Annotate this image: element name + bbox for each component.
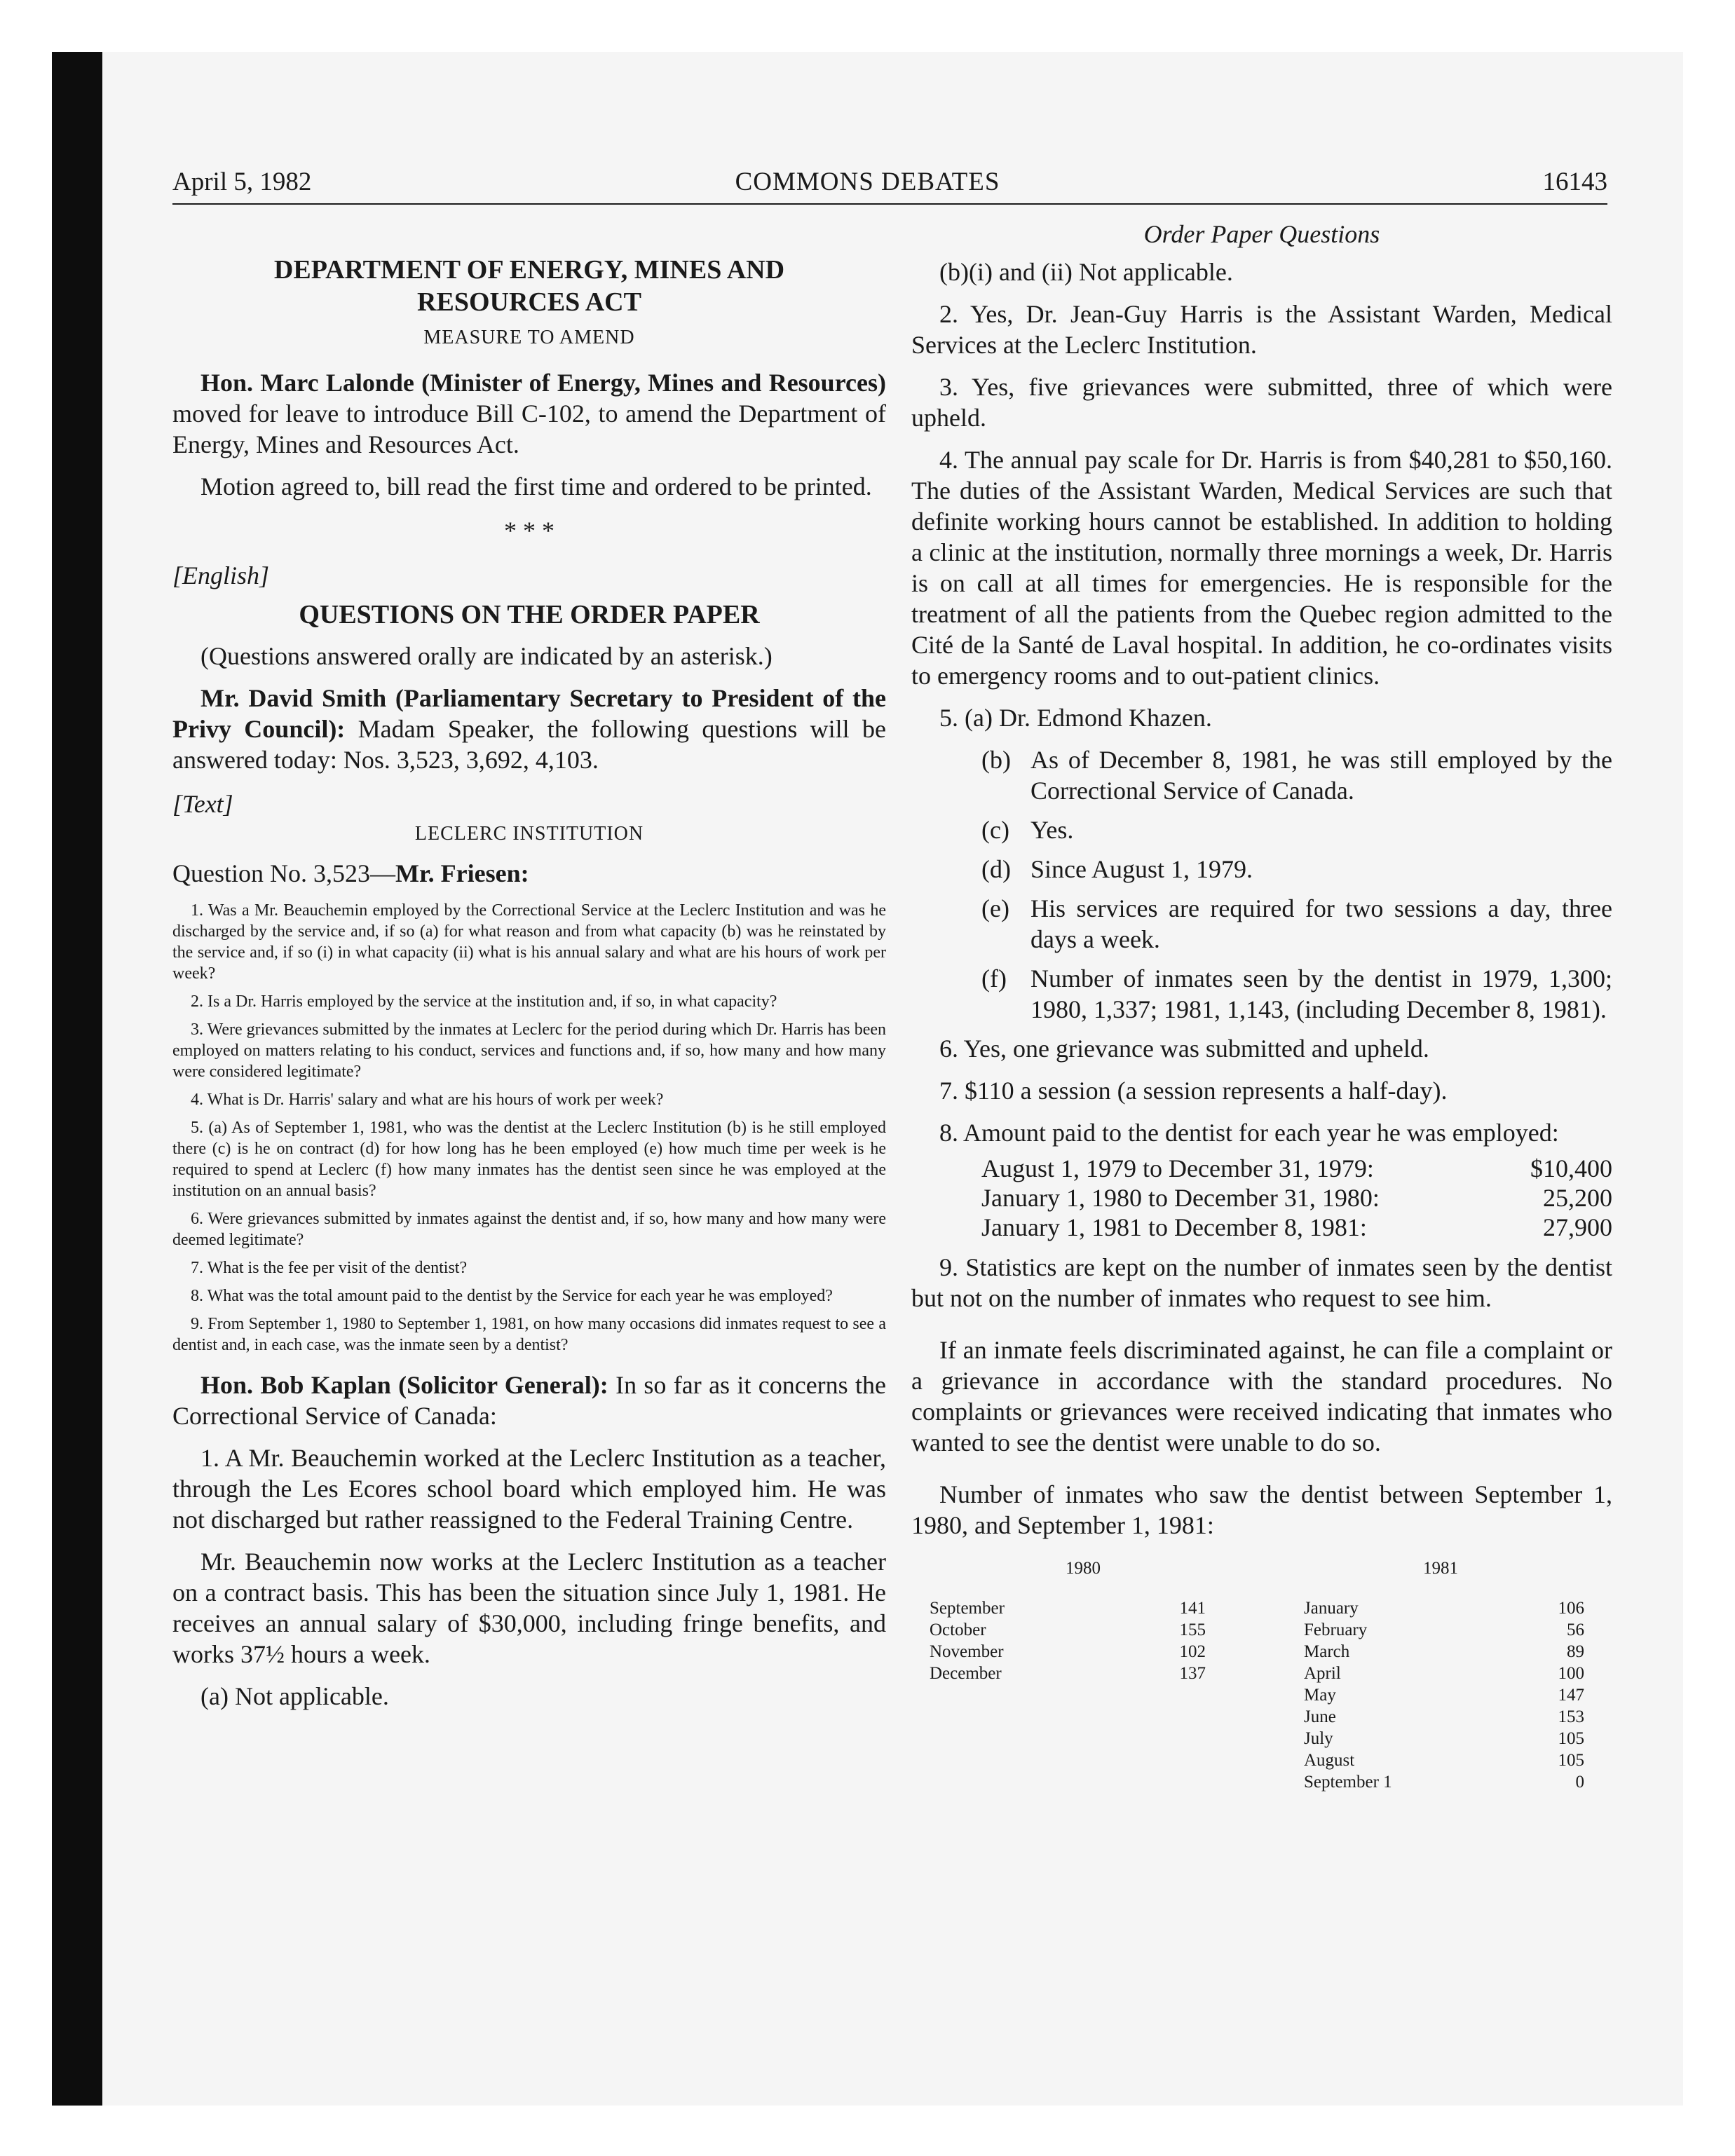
- question-item: 1. Was a Mr. Beauchemin employed by the Correctional Service at the Leclerc Institution and was he discharged by the service and, if so (a) for what reason and from what capacity (b) was he reinstated by the service and, if so (i) in what capacity (ii) what is his annual salary and what are his hours of work per week?: [172, 901, 886, 983]
- payment-table: [911, 1154, 1612, 1242]
- stats-row-1980: [930, 1619, 1206, 1641]
- act-subtitle: MEASURE TO AMEND: [423, 327, 635, 348]
- stats-row-1981: [1304, 1684, 1584, 1706]
- month-count: 102: [1179, 1642, 1206, 1661]
- month-count: 89: [1567, 1642, 1584, 1661]
- answer-5-item: [911, 814, 1612, 845]
- item-text: As of December 8, 1981, he was still employed by the Correctional Service of Canada.: [1030, 746, 1612, 805]
- answer-6: 6. Yes, one grievance was submitted and upheld.: [939, 1035, 1429, 1063]
- payment-period: January 1, 1980 to December 31, 1980:: [981, 1184, 1380, 1212]
- answer-7: 7. $110 a session (a session represents a half-day).: [939, 1077, 1448, 1105]
- kaplan-text: In so far as it concerns the Correctional Service of Canada:: [172, 1371, 886, 1430]
- payment-amount: 27,900: [1543, 1213, 1612, 1241]
- question-item: 5. (a) As of September 1, 1981, who was the dentist at the Leclerc Institution (b) is he still employed there (c) is he on contract (d) for how long has he been employed (e) how much time per week is he required to spend at Leclerc (f) how many inmates has the dentist seen since he was employed at the institution on an annual basis?: [172, 1119, 886, 1200]
- question-number: Question No. 3,523—: [172, 859, 395, 887]
- smith-text: Madam Speaker, the following questions will be answered today: Nos. 3,523, 3,692, 4,103.: [172, 715, 886, 774]
- text-tag: [Text]: [172, 790, 233, 818]
- item-text: Number of inmates seen by the dentist in 1979, 1,300; 1980, 1,337; 1981, 1,143, (including December 8, 1981).: [1030, 964, 1612, 1023]
- stats-row-1981: [1304, 1597, 1584, 1619]
- item-label: (b): [981, 746, 1011, 774]
- stats-row-1980: [930, 1663, 1206, 1684]
- scan-edge: [52, 52, 102, 2106]
- stats-row-1980: [930, 1641, 1206, 1663]
- stats-row-1981: [1304, 1728, 1584, 1749]
- kaplan-speaker: Hon. Bob Kaplan (Solicitor General):: [200, 1371, 608, 1399]
- stats-row-1981: [1304, 1619, 1584, 1641]
- payment-period: January 1, 1981 to December 8, 1981:: [981, 1213, 1367, 1241]
- payment-row: [981, 1183, 1612, 1213]
- question-item: 3. Were grievances submitted by the inmates at Leclerc for the period during which Dr. Harris has been employed on matters relating to his conduct, services and functions and, if so, how many and how many were considered legitimate?: [172, 1021, 886, 1081]
- year-1980-heading: 1980: [1066, 1559, 1101, 1578]
- answer-2: 2. Yes, Dr. Jean-Guy Harris is the Assistant Warden, Medical Services at the Leclerc Institution.: [911, 300, 1612, 359]
- stats-intro: Number of inmates who saw the dentist between September 1, 1980, and September 1, 1981:: [911, 1480, 1612, 1539]
- month-label: September: [930, 1599, 1005, 1618]
- answer-1a: (a) Not applicable.: [200, 1682, 389, 1710]
- month-label: June: [1304, 1707, 1336, 1726]
- month-label: January: [1304, 1599, 1359, 1618]
- question-item: 7. What is the fee per visit of the dentist?: [191, 1259, 468, 1277]
- smith-paragraph: [172, 683, 886, 775]
- month-count: 155: [1179, 1621, 1206, 1639]
- act-title: DEPARTMENT OF ENERGY, MINES AND RESOURCES ACT: [273, 255, 785, 317]
- month-count: 106: [1558, 1599, 1584, 1618]
- kaplan-paragraph: [172, 1370, 886, 1431]
- question-list: [172, 900, 886, 1356]
- question-item: 4. What is Dr. Harris' salary and what are his hours of work per week?: [191, 1091, 664, 1109]
- item-text: Yes.: [1030, 816, 1074, 844]
- lalonde-paragraph: [172, 367, 886, 460]
- questions-note: (Questions answered orally are indicated by an asterisk.): [200, 642, 773, 670]
- month-label: October: [930, 1621, 986, 1639]
- payment-amount: 25,200: [1543, 1184, 1612, 1212]
- month-count: 153: [1558, 1707, 1584, 1726]
- month-count: 105: [1558, 1751, 1584, 1770]
- question-item: 8. What was the total amount paid to the dentist by the Service for each year he was employed?: [191, 1287, 833, 1305]
- month-label: July: [1304, 1729, 1333, 1748]
- answer-1-continued: Mr. Beauchemin now works at the Leclerc Institution as a teacher on a contract basis. This has been the situation since July 1, 1981. He receives an annual salary of $30,000, including fringe benefits, and works 37½ hours a week.: [172, 1548, 886, 1668]
- separator-stars: * * *: [504, 517, 554, 545]
- answer-1: 1. A Mr. Beauchemin worked at the Leclerc Institution as a teacher, through the Les Ecores school board which employed him. He was not discharged but rather reassigned to the Federal Training Centre.: [172, 1444, 886, 1534]
- header-title: COMMONS DEBATES: [735, 168, 1000, 196]
- item-label: (f): [981, 964, 1007, 992]
- lalonde-text: moved for leave to introduce Bill C-102, to amend the Department of Energy, Mines and Resources Act.: [172, 400, 886, 458]
- right-column: [911, 219, 1612, 1811]
- month-label: March: [1304, 1642, 1350, 1661]
- lalonde-speaker: Hon. Marc Lalonde (Minister of Energy, Mines and Resources): [200, 369, 886, 397]
- answer-5-item: [911, 744, 1612, 806]
- answer-3: 3. Yes, five grievances were submitted, three of which were upheld.: [911, 373, 1612, 432]
- header-date: April 5, 1982: [172, 168, 312, 196]
- month-label: September 1: [1304, 1773, 1392, 1792]
- question-member: Mr. Friesen:: [395, 859, 529, 887]
- answer-9: 9. Statistics are kept on the number of inmates seen by the dentist but not on the number of inmates who request to see him.: [911, 1253, 1612, 1312]
- answer-5a: 5. (a) Dr. Edmond Khazen.: [939, 704, 1212, 732]
- institution-title: LECLERC INSTITUTION: [414, 823, 644, 845]
- question-item: 6. Were grievances submitted by inmates against the dentist and, if so, how many and how many were deemed legitimate?: [172, 1210, 886, 1249]
- year-1981-heading: 1981: [1423, 1559, 1458, 1578]
- answer-5-item: [911, 963, 1612, 1025]
- complaint-paragraph: If an inmate feels discriminated against, he can file a complaint or a grievance in accordance with the standard procedures. No complaints or grievances were received indicating that inmates who wanted to see the dentist were unable to do so.: [911, 1336, 1612, 1456]
- month-label: April: [1304, 1664, 1341, 1683]
- item-text: His services are required for two sessions a day, three days a week.: [1030, 894, 1612, 953]
- item-text: Since August 1, 1979.: [1030, 855, 1253, 883]
- question-item: 9. From September 1, 1980 to September 1, 1981, on how many occasions did inmates request to see a dentist and, in each case, was the inmate seen by a dentist?: [172, 1315, 886, 1354]
- month-count: 56: [1567, 1621, 1584, 1639]
- answer-8: 8. Amount paid to the dentist for each year he was employed:: [939, 1119, 1559, 1147]
- motion-paragraph: Motion agreed to, bill read the first time and ordered to be printed.: [200, 472, 872, 500]
- answer-5-item: [911, 893, 1612, 955]
- payment-period: August 1, 1979 to December 31, 1979:: [981, 1154, 1374, 1182]
- item-label: (e): [981, 894, 1009, 922]
- month-count: 0: [1575, 1773, 1584, 1792]
- month-count: 137: [1179, 1664, 1206, 1683]
- answer-5-item: [911, 854, 1612, 885]
- month-label: February: [1304, 1621, 1368, 1639]
- left-column: [172, 219, 886, 1723]
- month-label: August: [1304, 1751, 1355, 1770]
- stats-row-1981: [1304, 1641, 1584, 1663]
- item-label: (d): [981, 855, 1011, 883]
- month-label: December: [930, 1664, 1002, 1683]
- payment-amount: $10,400: [1530, 1154, 1612, 1182]
- questions-title: QUESTIONS ON THE ORDER PAPER: [299, 600, 760, 629]
- month-label: November: [930, 1642, 1004, 1661]
- dentist-stats-table: [911, 1559, 1612, 1811]
- month-count: 100: [1558, 1664, 1584, 1683]
- stats-row-1981: [1304, 1749, 1584, 1771]
- language-tag: [English]: [172, 561, 270, 589]
- stats-row-1981: [1304, 1663, 1584, 1684]
- month-label: May: [1304, 1686, 1336, 1705]
- answer-1b: (b)(i) and (ii) Not applicable.: [939, 258, 1233, 286]
- question-item: 2. Is a Dr. Harris employed by the service at the institution and, if so, in what capacity?: [191, 992, 777, 1011]
- payment-row: [981, 1154, 1612, 1183]
- answer-4: 4. The annual pay scale for Dr. Harris is from $40,281 to $50,160. The duties of the Assistant Warden, Medical Services are such that definite working hours cannot be established. In addition to holding a clinic at the institution, normally three mornings a week, Dr. Harris is on call at all times for emergencies. He is responsible for the treatment of all the patients from the Quebec region admitted to the Cité de la Santé de Laval hospital. In addition, he co-ordinates visits to emergency rooms and to out-patient clinics.: [911, 446, 1612, 690]
- month-count: 105: [1558, 1729, 1584, 1748]
- payment-row: [981, 1213, 1612, 1242]
- month-count: 141: [1179, 1599, 1206, 1618]
- header-rule: [172, 203, 1607, 205]
- section-title: Order Paper Questions: [1143, 220, 1380, 248]
- stats-row-1981: [1304, 1771, 1584, 1793]
- item-label: (c): [981, 816, 1009, 844]
- smith-speaker: Mr. David Smith (Parliamentary Secretary to President of the Privy Council):: [172, 684, 886, 743]
- stats-row-1980: [930, 1597, 1206, 1619]
- stats-row-1981: [1304, 1706, 1584, 1728]
- header-page-number: 16143: [1542, 168, 1607, 196]
- answer-5-list: [911, 744, 1612, 1025]
- question-heading: [172, 858, 886, 889]
- month-count: 147: [1558, 1686, 1584, 1705]
